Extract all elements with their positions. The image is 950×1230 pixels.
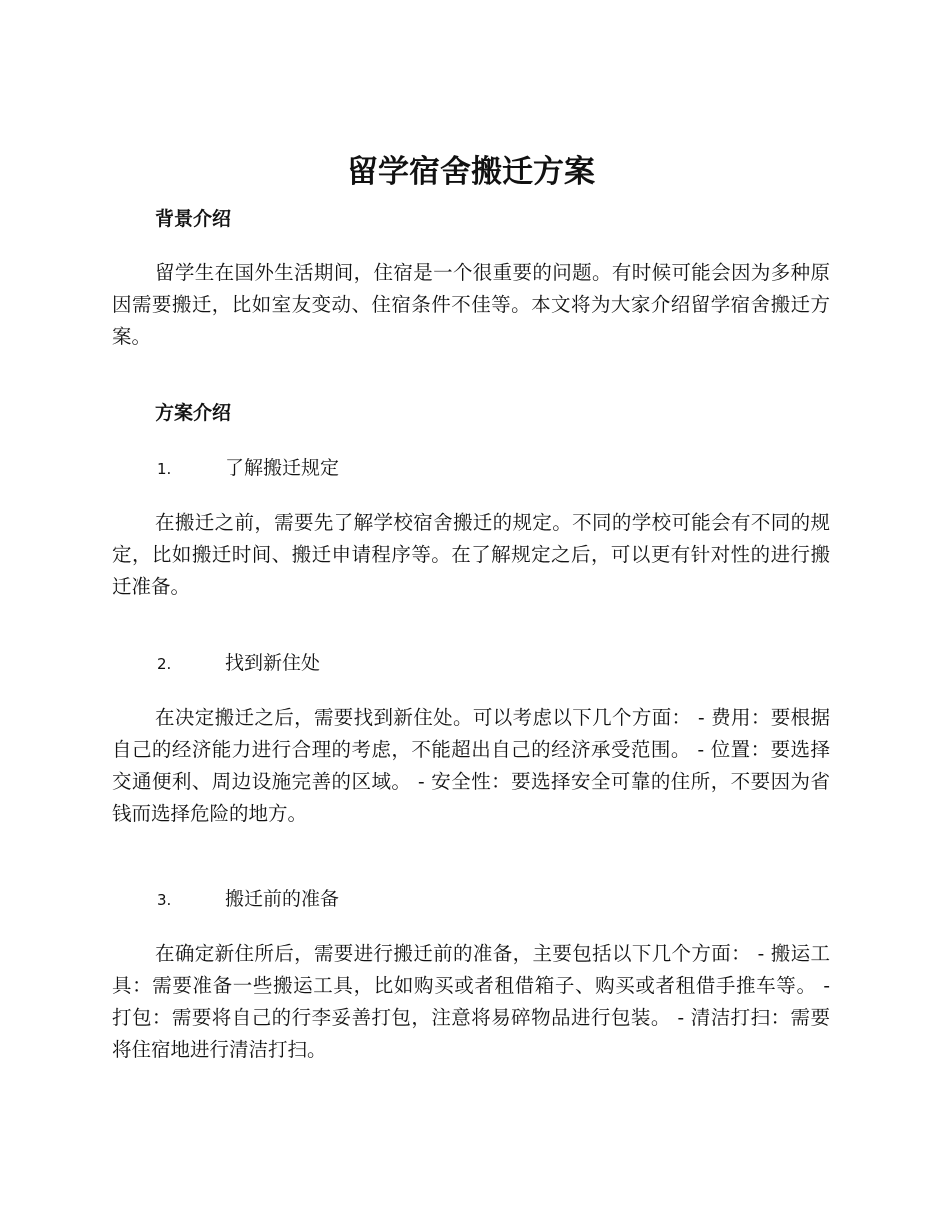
item-3-paragraph: 在确定新住所后，需要进行搬迁前的准备，主要包括以下几个方面： - 搬运工具：需要准备一些搬运工具，比如购买或者租借箱子、购买或者租借手推车等。 - 打包：需要将自己的行李妥善打包，注意将易碎物品进行包装。 - 清洁打扫：需要将住宿地进行清洁打扫。 xyxy=(112,942,830,1061)
list-item-label: 了解搬迁规定 xyxy=(225,457,340,479)
list-item-number: 1. xyxy=(157,460,172,478)
list-item-label: 搬迁前的准备 xyxy=(225,888,340,910)
item-1-paragraph: 在搬迁之前，需要先了解学校宿舍搬迁的规定。不同的学校可能会有不同的规定，比如搬迁时间、搬迁申请程序等。在了解规定之后，可以更有针对性的进行搬迁准备。 xyxy=(112,511,830,598)
list-item-label: 找到新住处 xyxy=(225,652,321,674)
list-item-2 xyxy=(157,649,320,678)
section-heading-plan: 方案介绍 xyxy=(155,402,232,424)
item-2-paragraph: 在决定搬迁之后，需要找到新住处。可以考虑以下几个方面： - 费用：要根据自己的经济能力进行合理的考虑，不能超出自己的经济承受范围。 - 位置：要选择交通便利、周边设施完善的区域。 - 安全性：要选择安全可靠的住所，不要因为省钱而选择危险的地方。 xyxy=(112,706,830,825)
list-item-number: 3. xyxy=(157,891,172,909)
list-item-1 xyxy=(157,454,339,483)
document-title: 留学宿舍搬迁方案 xyxy=(347,154,595,190)
background-paragraph: 留学生在国外生活期间，住宿是一个很重要的问题。有时候可能会因为多种原因需要搬迁，比如室友变动、住宿条件不佳等。本文将为大家介绍留学宿舍搬迁方案。 xyxy=(112,261,830,348)
list-item-3 xyxy=(157,885,339,914)
list-item-number: 2. xyxy=(157,655,172,673)
section-heading-background: 背景介绍 xyxy=(155,208,232,230)
